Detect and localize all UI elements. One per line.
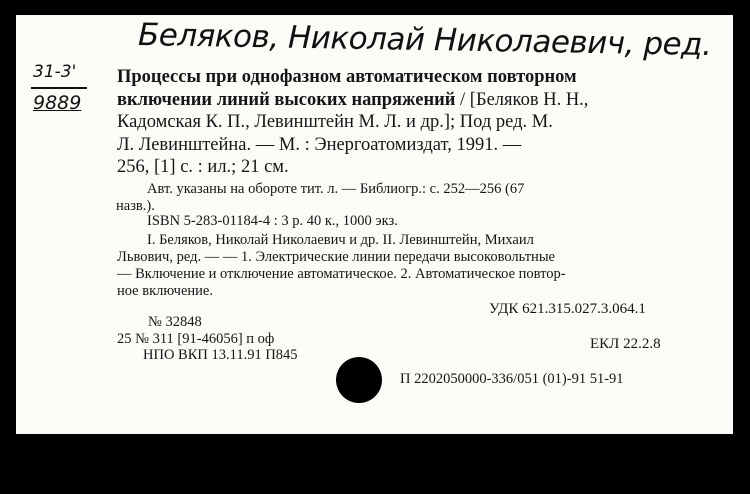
tracing-line-4: ное включение. <box>117 283 213 299</box>
ekl-code: ЕКЛ 22.2.8 <box>590 336 661 352</box>
entry-line-5: 256, [1] с. : ил.; 21 см. <box>117 157 289 177</box>
title-bold: Процессы при однофазном автоматическом повторном <box>117 67 577 87</box>
handwritten-shelf-mark-top: 31-3' <box>33 62 77 82</box>
tracing-line-2: Львович, ред. — — 1. Электрические линии передачи высоковольтные <box>117 249 555 265</box>
notes-block <box>116 181 525 215</box>
punch-hole <box>336 357 382 403</box>
note-authors-bibliography: Авт. указаны на обороте тит. л. — Библиогр.: с. 252—256 (67 <box>147 181 525 197</box>
note-continuation: назв.). <box>116 198 155 214</box>
udk-code: УДК 621.315.027.3.064.1 <box>489 301 646 317</box>
bibliographic-entry <box>117 66 588 179</box>
publisher-code: П 2202050000-336/051 (01)-91 51-91 <box>400 371 624 387</box>
handwritten-shelf-mark-bottom: 9889 <box>33 92 82 114</box>
order-number: 25 № 311 [91-46056] п оф <box>117 331 275 347</box>
tracings-block <box>117 232 566 300</box>
entry-line-4: Л. Левинштейна. — М. : Энергоатомиздат, 1991. — <box>117 134 522 155</box>
title-bold-continued: включении линий высоких напряжений <box>117 89 456 110</box>
entry-line-3: Кадомская К. П., Левинштейн М. Л. и др.]; Под ред. М. <box>117 112 553 132</box>
tracing-line-3: — Включение и отключение автоматическое. 2. Автоматическое повтор- <box>117 266 566 282</box>
handwritten-heading: Беляков, Николай Николаевич, ред. <box>137 16 712 64</box>
shelf-mark-divider <box>31 87 87 89</box>
npo-vkp-line: НПО ВКП 13.11.91 П845 <box>143 347 298 363</box>
isbn-line: ISBN 5-283-01184-4 : 3 р. 40 к., 1000 экз. <box>147 213 398 229</box>
tracing-line-1: I. Беляков, Николай Николаевич и др. II. Левинштейн, Михаил <box>147 232 534 248</box>
card-number: № 32848 <box>148 314 202 330</box>
title-responsibility: / [Беляков Н. Н., <box>460 89 589 110</box>
